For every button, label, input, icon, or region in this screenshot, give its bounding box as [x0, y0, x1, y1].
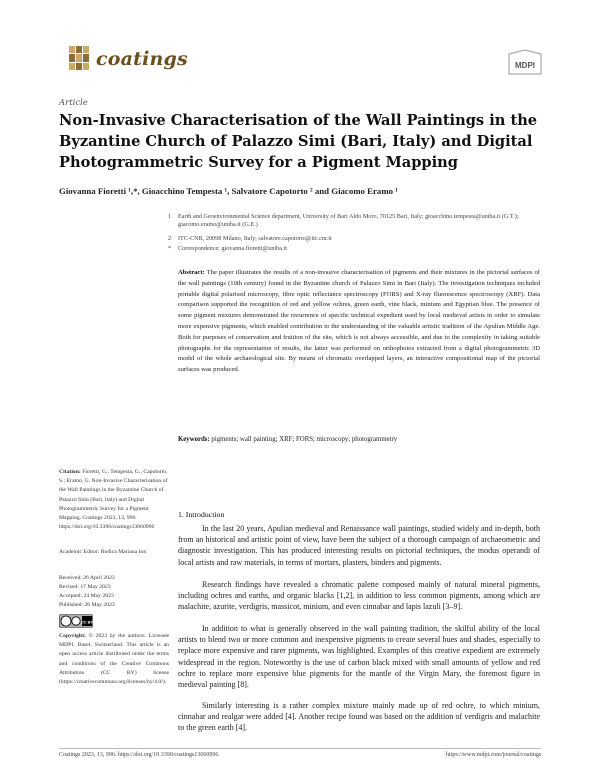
journal-logo-icon: [69, 46, 89, 70]
affiliation-1: 1 Earth and Geoenvironmental Science department, University of Bari Aldo Moro, 70125 Bari, Italy; gioacchino.tempesta@uniba.it (G.T.); giacomo.eramo@uniba.it (G.E.): [168, 213, 519, 229]
academic-editor: Academic Editor: Rodica Mariana Ion: [59, 549, 147, 555]
mdpi-logo-icon: [505, 48, 545, 76]
author-list: Giovanna Fioretti ¹,*, Gioacchino Tempesta ¹, Salvatore Capotorto ² and Giacomo Eramo ¹: [59, 186, 398, 196]
intro-paragraph-3: In addition to what is generally observed in the wall painting tradition, the skilful ability of the local artists to blend two or more common and inexpensive pigments to create several hues and shades, especially to replace more expensive and rarer pigments, was highlighted. Examples of this creative expedient are extremely widespread in the region. Noteworthy is the use of carbon black mixed with small amounts of yellow and red ochre to replace more expensive blue pigments for the mantle of the Virgin Mary, the foremost figure in medieval painting [8].: [178, 624, 540, 690]
abstract-text: The paper illustrates the results of a non-invasive characterisation of pigments and their mixtures in the pictorial surfaces of the wall paintings (10th century) found in the Byzantine church of Palazzo Simi in Bari (Italy). The investigation techniques included portable digital polarised microscopy, fibre optic reflectance spectroscopy (FORS) and X-ray fluorescence spectroscopy (XRF). Data comparison supported the recognition of red and yellow ochres, green earth, vine black, minium and Egyptian blue. The presence of some pigment mixtures demonstrated the recurrence of specific technical expedient used by local medieval artists in order to simulate more expensive pigments, which enabled contribution to the understanding of the valuable artistic tradition of the Apulian Middle Age. Both for purposes of conservation and fruition of the site, which is not always accessible, and due to the complexity in taking suitable photographs for the representation of results, the latter was performed on orthophotos extracted from a digital photogrammetric 3D model of the whole archaeological site. By means of chromatic overlapped layers, an interactive compositional map of the pictorial surfaces was produced.: [178, 269, 540, 374]
footer-citation: Coatings 2023, 13, 996. https://doi.org/10.3390/coatings13060996: [59, 752, 219, 758]
intro-paragraph-2: Research findings have revealed a chromatic palette composed mainly of natural mineral pigments, including ochres and earths, and organic blacks [1,2], in addition to less common pigments, among which are malachite, azurite, verdigris, massicot, minium, and even cinnabar and lapis lazuli [3–9].: [178, 580, 540, 612]
section-heading-introduction: 1. Introduction: [178, 510, 225, 519]
affiliation-2: 2 ITC-CNR, 20098 Milano, Italy; salvatore.capotorto@itc.cnr.it: [168, 235, 332, 242]
footer-journal-link[interactable]: https://www.mdpi.com/journal/coatings: [446, 752, 542, 758]
cc-badge-text: CC BY: [80, 619, 93, 625]
received-date: Received: 26 April 2023: [59, 575, 115, 581]
intro-paragraph-4: Similarly interesting is a rather complex mixture mainly made up of red ochre, to which minium, cinnabar and realgar were added [4]. Another recipe found was based on the addition of verdigris and malachite to the green earth [4].: [178, 701, 540, 733]
citation-text[interactable]: Fioretti, G.; Tempesta, G.; Capotorto, S.; Eramo, G. Non-Invasive Characterisation of the Wall Paintings in the Byzantine Church of Palazzo Simi (Bari, Italy) and Digital Photogrammetric Survey for a Pigment Mapping. Coatings 2023, 13, 996. https://doi.org/10.3390/coatings13060996: [59, 469, 168, 531]
intro-paragraph-1: In the last 20 years, Apulian medieval and Renaissance wall paintings, studied widely and in-depth, both from an historical and artistic point of view, have been the subject of a thorough campaign of archaeometric and diagnostic investigation. This has produced interesting results on pictorial techniques, the modus operandi of local artists and raw materials, in terms of mortars, plasters, binders and pigments.: [178, 524, 540, 567]
article-title: Non-Invasive Characterisation of the Wall Paintings in the Byzantine Church of Palazzo Simi (Bari, Italy) and Digital Photogrammetric Survey for a Pigment Mapping: [59, 112, 538, 171]
accepted-date: Accepted: 24 May 2023: [59, 593, 114, 599]
copyright-notice: Copyright: © 2023 by the authors. Licensee MDPI, Basel, Switzerland. This article is an open access article distributed under the terms and conditions of the Creative Commons Attribution (CC BY) license (https://creativecommons.org/licenses/by/4.0/).: [59, 633, 170, 686]
keywords-text: pigments; wall painting; XRF; FORS; microscopy; photogrammetry: [211, 436, 398, 443]
mdpi-logo-text: MDPI: [515, 61, 535, 70]
keywords: [178, 436, 540, 443]
published-date: Published: 26 May 2023: [59, 602, 115, 608]
keywords-label: Keywords:: [178, 436, 210, 443]
article-type: Article: [59, 98, 88, 108]
journal-name: coatings: [96, 48, 188, 70]
cc-by-license-icon[interactable]: [59, 614, 93, 628]
correspondence: * Correspondence: giovanna.fioretti@uniba.it: [168, 245, 287, 252]
abstract-label: Abstract:: [178, 269, 205, 276]
abstract: [178, 268, 540, 376]
footer-divider: [59, 748, 541, 749]
revised-date: Revised: 17 May 2023: [59, 584, 111, 590]
citation: Citation: Fioretti, G.; Tempesta, G.; Capotorto, S.; Eramo, G. Non-Invasive Characterisation of the Wall Paintings in the Byzantine Church of Palazzo Simi (Bari, Italy) and Digital Photogrammetric Survey for a Pigment Mapping. Coatings 2023, 13, 996. https://doi.org/10.3390/coatings13060996: [59, 469, 168, 531]
